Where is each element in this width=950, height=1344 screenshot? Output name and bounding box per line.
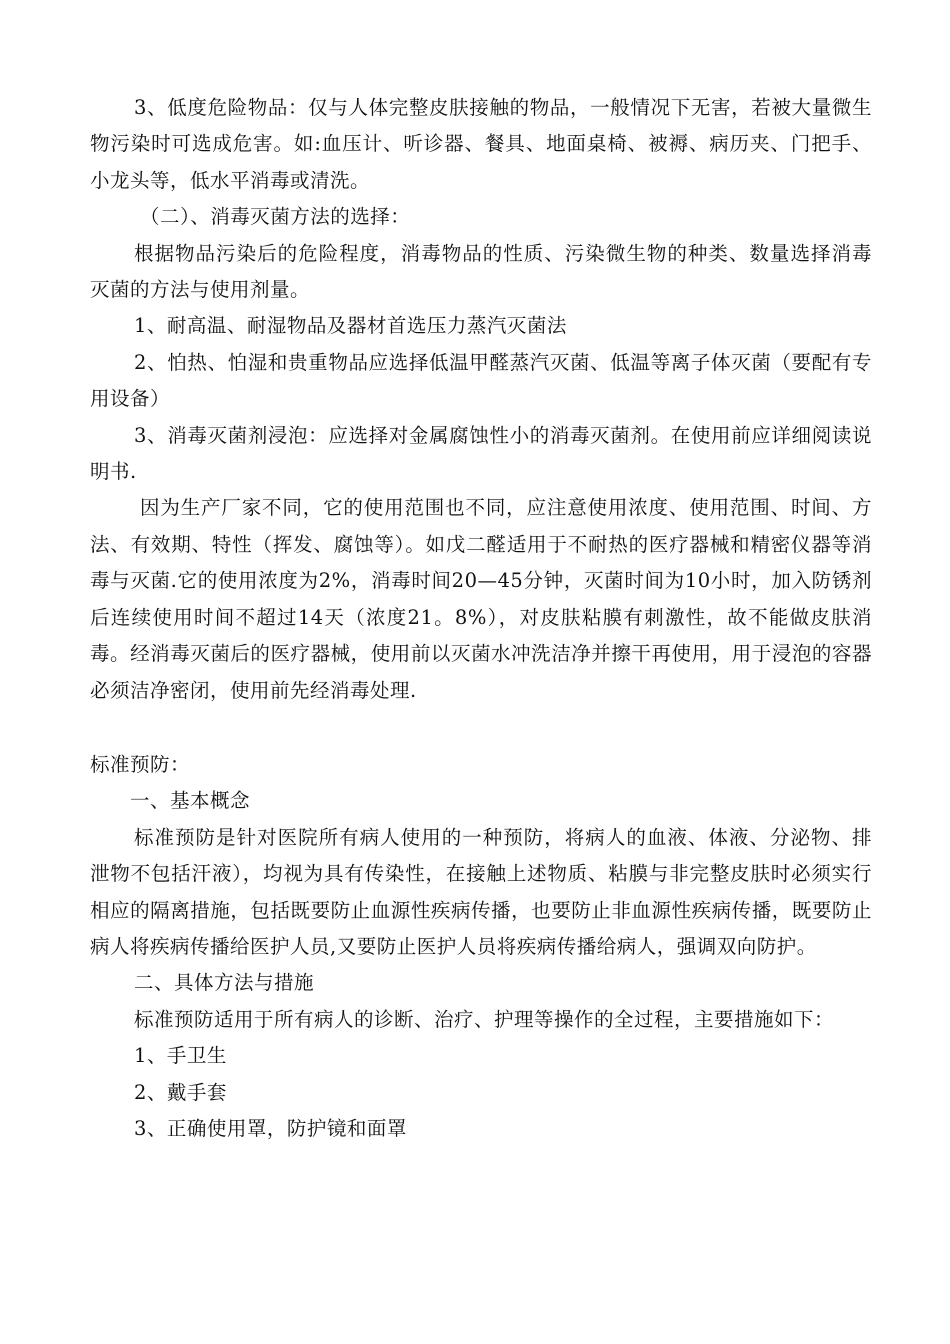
paragraph-selection-basis: 根据物品污染后的危险程度，消毒物品的性质、污染微生物的种类、数量选择消毒灭菌的方法与使用剂量。 [90,241,872,302]
list-item-heat-sensitive: 2、怕热、怕湿和贵重物品应选择低温甲醛蒸汽灭菌、低温等离子体灭菌（要配有专用设备） [90,350,872,411]
subheading-methods: 二、具体方法与措施 [134,971,315,995]
list-item-immersion: 3、消毒灭菌剂浸泡：应选择对金属腐蚀性小的消毒灭菌剂。在使用前应详细阅读说明书. [90,423,872,484]
paragraph-glutaraldehyde: 因为生产厂家不同，它的使用范围也不同，应注意使用浓度、使用范围、时间、方法、有效期、特性（挥发、腐蚀等）。如戊二醛适用于不耐热的医疗器械和精密仪器等消毒与灭菌.它的使用浓度为2%，消毒时间20—45分钟，灭菌时间为10小时，加入防锈剂后连续使用时间不超过14天（浓度21。8%），对皮肤粘膜有刺激性，故不能做皮肤消毒。经消毒灭菌后的医疗器械，使用前以灭菌水冲洗洁净并擦干再使用，用于浸泡的容器必须洁净密闭，使用前先经消毒处理. [90,496,872,702]
list-item-hand-hygiene: 1、手卫生 [134,1044,227,1068]
subheading-basic-concept: 一、基本概念 [130,789,251,813]
paragraph-main-measures: 标准预防适用于所有病人的诊断、治疗、护理等操作的全过程，主要措施如下： [134,1007,835,1031]
paragraph-standard-precaution: 标准预防是针对医院所有病人使用的一种预防，将病人的血液、体液、分泌物、排泄物不包括汗液），均视为具有传染性，在接触上述物质、粘膜与非完整皮肤时必须实行相应的隔离措施，包括既要防止血源性疾病传播，也要防止非血源性疾病传播，既要防止病人将疾病传播给医护人员,又要防止医护人员将疾病传播给病人，强调双向防护。 [90,825,872,958]
section-title: 标准预防： [90,752,191,776]
list-item-gloves: 2、戴手套 [134,1080,227,1104]
list-item-high-temp: 1、耐高温、耐湿物品及器材首选压力蒸汽灭菌法 [134,314,567,338]
document-page [90,90,872,1147]
paragraph-low-risk-items: 3、低度危险物品：仅与人体完整皮肤接触的物品，一般情况下无害，若被大量微生物污染时可选成危害。如:血压计、听诊器、餐具、地面桌椅、被褥、病历夹、门把手、小龙头等，低水平消毒或清洗。 [90,96,872,192]
subheading-method-selection: （二）、消毒灭菌方法的选择： [140,205,411,229]
list-item-masks: 3、正确使用罩，防护镜和面罩 [134,1116,407,1140]
